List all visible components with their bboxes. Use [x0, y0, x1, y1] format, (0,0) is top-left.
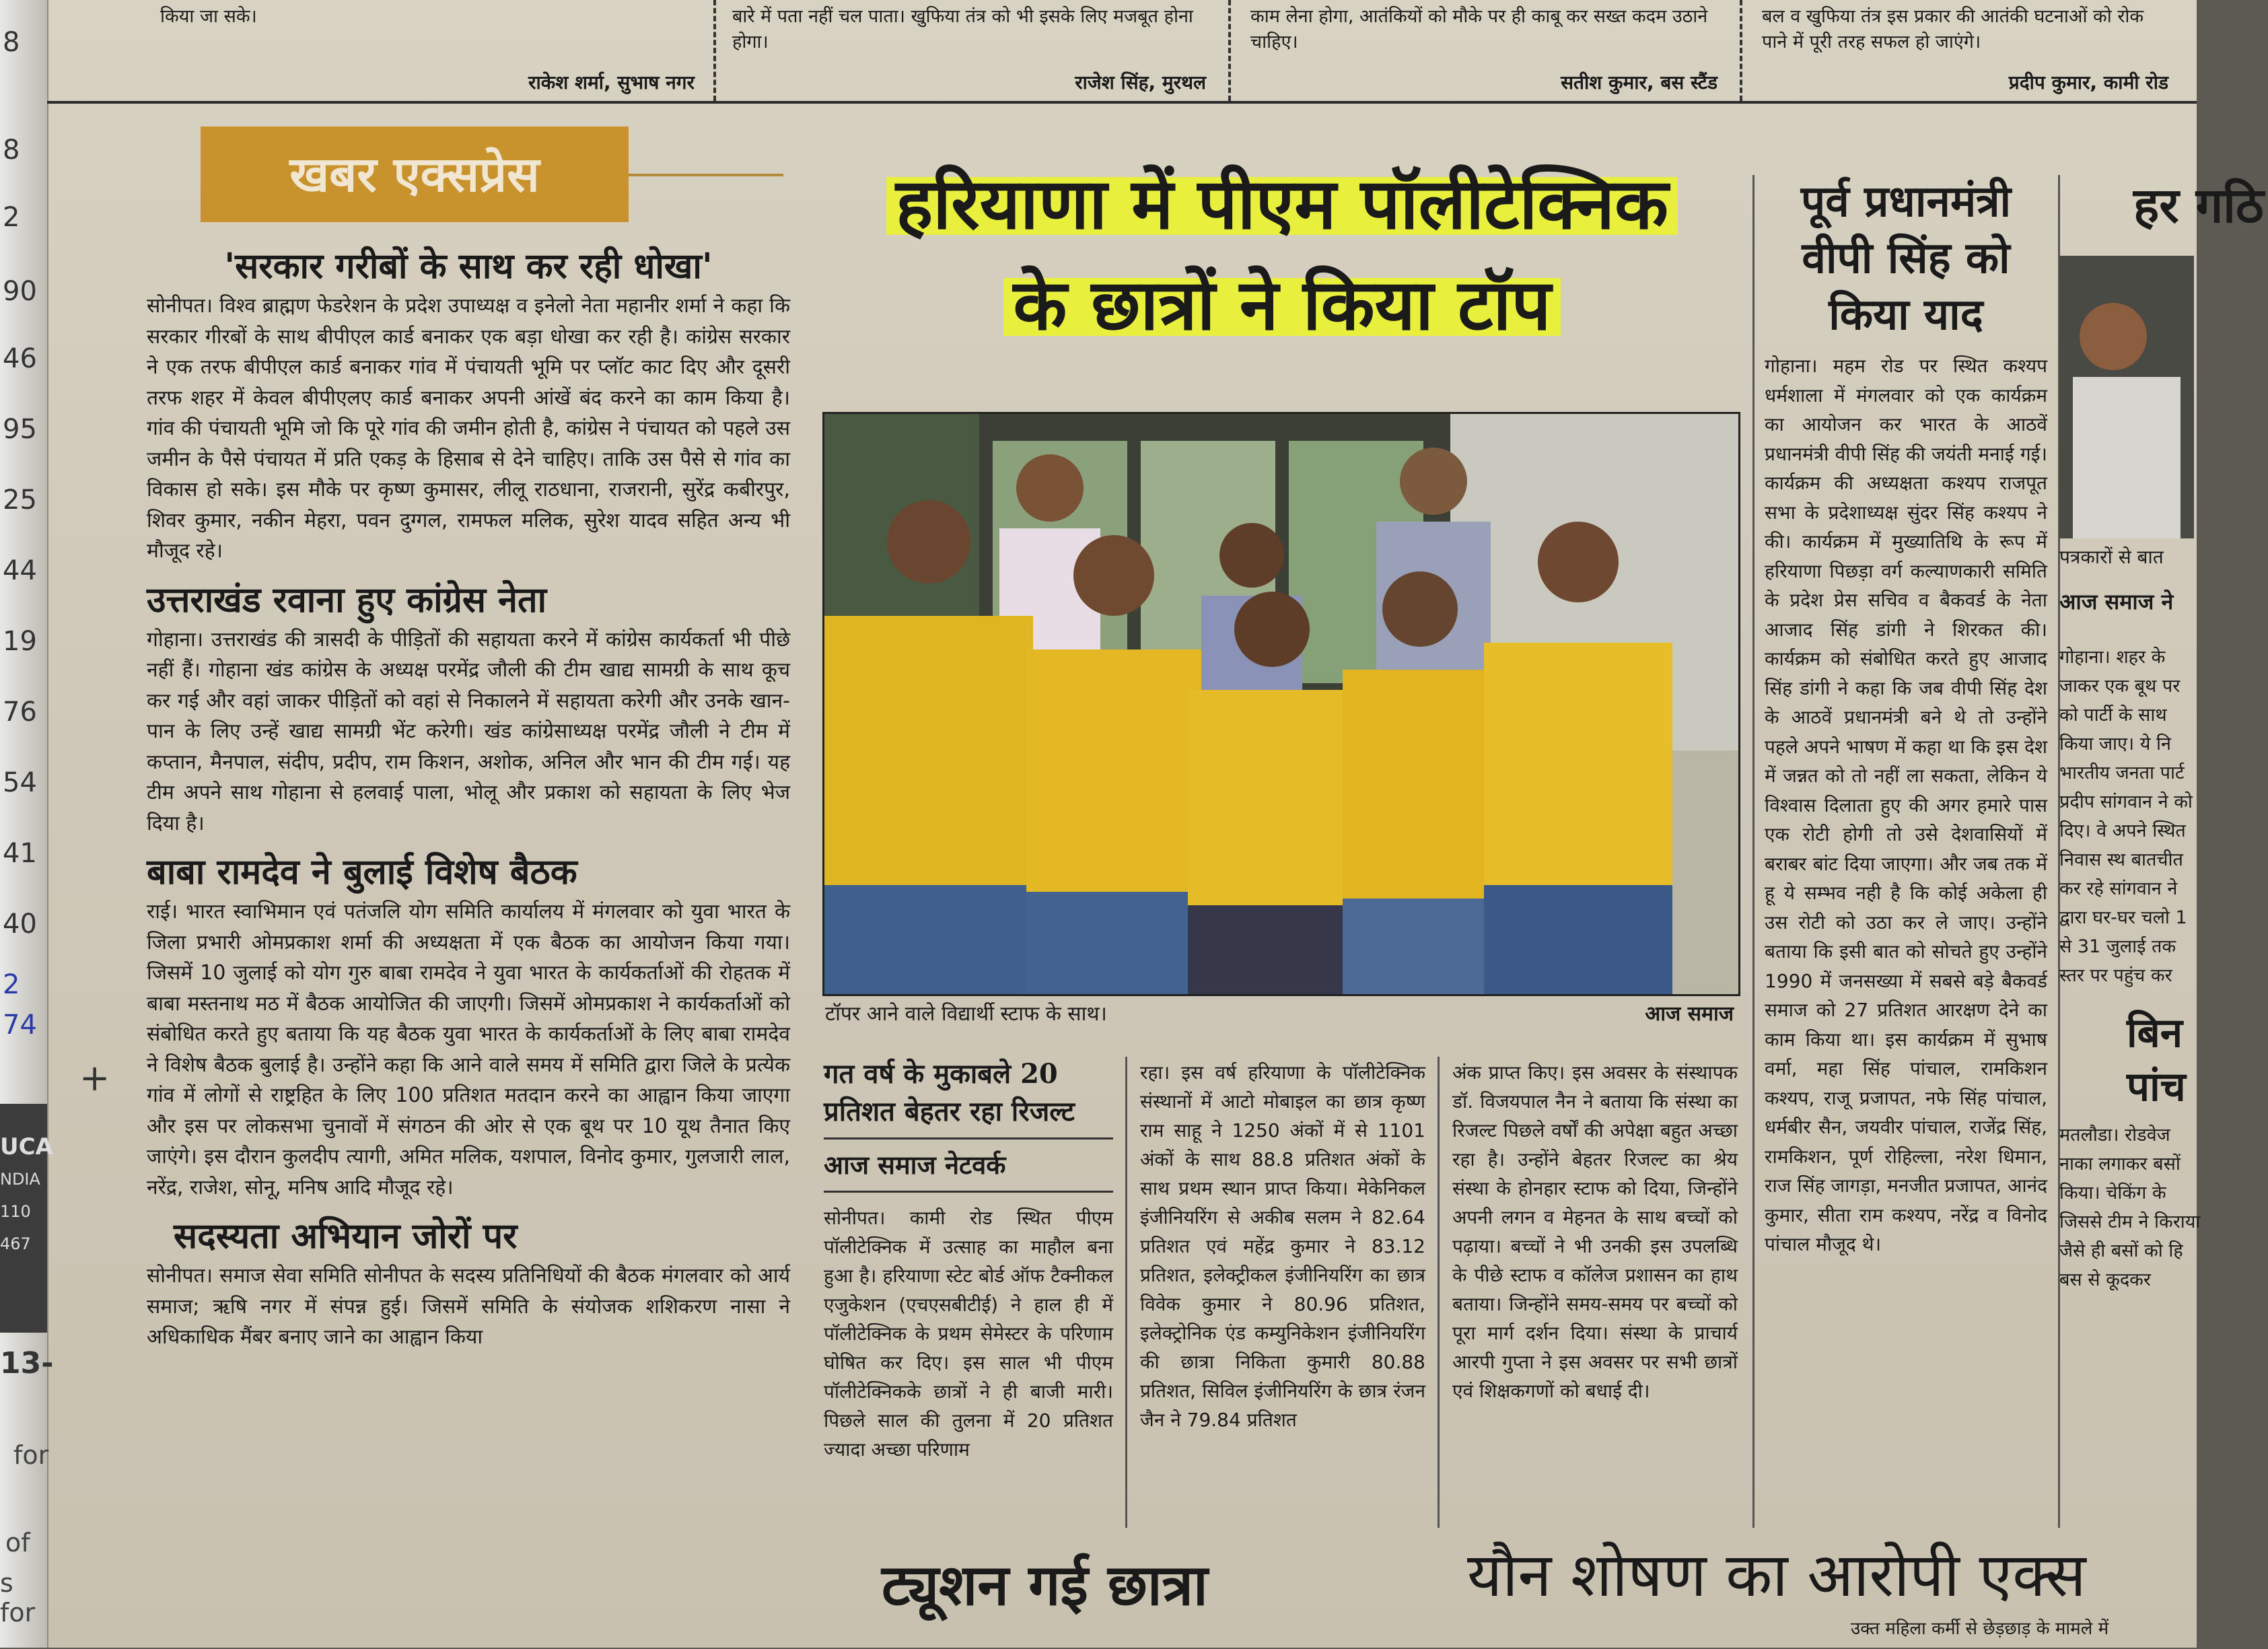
- edge-number: 90: [3, 276, 37, 307]
- person-photo: [2059, 256, 2194, 538]
- person-photo-illustration: [2059, 256, 2194, 538]
- edge-number: 19: [3, 626, 37, 657]
- edge-number: 95: [3, 414, 37, 445]
- story-subhead: गत वर्ष के मुकाबले 20 प्रतिशत बेहतर रहा रिजल्ट: [824, 1058, 1075, 1127]
- section-banner: खबर एक्सप्रेस: [201, 127, 629, 222]
- letter-text: किया जा सके।: [160, 6, 257, 27]
- edge-text: of: [5, 1528, 30, 1557]
- story-headline: सदस्यता अभियान जोरों पर: [174, 1216, 518, 1257]
- group-photo-illustration: [824, 414, 1738, 994]
- edge-number: 40: [3, 909, 37, 940]
- page-edge-strip: [0, 0, 54, 1648]
- story-headline: बिन पांच: [2127, 1010, 2186, 1111]
- story-headline: उत्तराखंड रवाना हुए कांग्रेस नेता: [147, 579, 547, 621]
- story-headline: पूर्व प्रधानमंत्री वीपी सिंह को किया याद: [1800, 176, 2012, 340]
- main-story-column-2: [1140, 1058, 1425, 1434]
- group-photo: [822, 412, 1740, 996]
- letter-signature: सतीश कुमार, बस स्टैंड: [1561, 71, 1717, 94]
- photo-caption: पत्रकारों से बात: [2059, 546, 2164, 568]
- headline-line: के छात्रों ने किया टॉप: [1003, 263, 1560, 346]
- story-body: अंक प्राप्त किए। इस अवसर के संस्थापक डॉ. विजयपाल नैन ने बताया कि संस्था का रिजल्ट पिछले वर्षों की अपेक्षा बहुत अच्छा रहा है। उन्होंने बेहतर रिजल्ट का श्रेय संस्था के होनहार स्टाफ को दिया, जिन्होंने अपनी लगन व मेहनत के साथ बच्चों को पढ़ाया। बच्चों ने भी उनकी इस उपलब्धि के पीछे स्टाफ व कॉलेज प्रशासन का हाथ बताया। जिन्होंने समय-समय पर बच्चों को पूरा मार्ग दर्शन दिया। संस्था के प्राचार्य आरपी गुप्ता ने इस अवसर पर सभी छात्रों एवं शिक्षकगणों को बधाई दी।: [1452, 1061, 1738, 1402]
- edge-tab-text: NDIA: [0, 1170, 40, 1189]
- letter-item: [1238, 0, 1730, 101]
- story-headline: बाबा रामदेव ने बुलाई विशेष बैठक: [147, 851, 577, 892]
- column-divider: [1740, 0, 1742, 101]
- side-story: [1765, 174, 2047, 1259]
- story-body: रहा। इस वर्ष हरियाणा के पॉलीटेक्निक संस्थानों में आटो मोबाइल का छात्र कृष्ण राम साहू ने 1250 अंकों में से 1101 अंकों के साथ 88.8 प्रतिशत अंकों के साथ प्रथम स्थान प्राप्त किया। मेकेनिकल इंजीनियरिंग से अकीब सलम ने 82.64 प्रतिशत एवं महेंद्र कुमार ने 83.12 प्रतिशत, इलेक्ट्रीकल इंजीनियरिंग का छात्र विवेक कुमार ने 80.96 प्रतिशत, इलेक्ट्रोनिक एंड कम्युनिकेशन इंजीनियरिंग की छात्रा निकिता कुमारी 80.88 प्रतिशत, सिविल इंजीनियरिंग के छात्र रंजन जैन ने 79.84 प्रतिशत: [1140, 1061, 1425, 1431]
- byline: आज समाज नेटवर्क: [824, 1150, 1006, 1180]
- edge-tab-text: 110: [0, 1202, 31, 1221]
- headline-line: हरियाणा में पीएम पॉलीटेक्निक: [886, 162, 1678, 245]
- main-story-column-3: [1452, 1058, 1738, 1405]
- column-divider: [713, 0, 716, 101]
- bottom-headline: यौन शोषण का आरोपी एक्स: [1467, 1540, 2086, 1611]
- edge-number: 46: [3, 343, 37, 374]
- main-headline: [794, 153, 1770, 355]
- letter-signature: राजेश सिंह, मुरथल: [1075, 71, 1206, 94]
- edge-tab: [0, 1104, 53, 1333]
- edge-number: 74: [3, 1010, 37, 1041]
- edge-tab-text: 13-: [0, 1346, 54, 1380]
- letter-item: [720, 0, 1218, 101]
- column-divider: [1228, 0, 1231, 101]
- bottom-headline: ट्यूशन गई छात्रा: [882, 1551, 1208, 1618]
- left-news-column: [147, 242, 790, 1353]
- column-divider: [1752, 175, 1755, 1528]
- edge-number: 76: [3, 697, 37, 728]
- story-body: राई। भारत स्वाभिमान एवं पतंजलि योग समिति कार्यालय में मंगलवार को युवा भारत के जिला प्रभारी ओमप्रकाश शर्मा की अध्यक्षता में एक बैठक का आयोजन किया गया। जिसमें 10 जुलाई को योग गुरु बाबा रामदेव ने युवा भारत के कार्यकर्ताओं की रोहतक में बाबा मस्तनाथ मठ में बैठक आयोजित की जाएगी। जिसमें ओमप्रकाश ने कार्यकर्ताओं को संबोधित करते हुए बताया कि यह बैठक युवा भारत के कार्यकर्ताओं के लिए बाबा रामदेव ने विशेष बैठक बुलाई है। उन्होंने कहा कि आने वाले समय में समिति द्वारा जिले के प्रत्येक गांव में लोगों से राष्ट्रहित के लिए 100 प्रतिशत मतदान करने का आह्वान किया जाएगा और इस पर लोकसभा चुनावों में संगठन की ओर से एक बूथ पर 10 यूथ तैनात किए जाएंगे। इस दौरान कुलदीप त्यागी, अमित मलिक, यशपाल, विनोद कुमार, गुलजारी लाल, नरेंद्र, राजेश, सोनू, मनिष आदि मौजूद रहे।: [147, 900, 790, 1199]
- registration-mark: +: [79, 1057, 110, 1099]
- rule: [824, 1191, 1113, 1193]
- story-body: गोहाना। महम रोड पर स्थित कश्यप धर्मशाला में मंगलवार को एक कार्यक्रम का आयोजन कर भारत के आठवें प्रधानमंत्री वीपी सिंह की जयंती मनाई गई। कार्यक्रम की अध्यक्षता कश्यप राजपूत सभा के प्रदेशाध्यक्ष सुंदर सिंह कश्यप ने की। कार्यक्रम में मुख्यातिथि के रूप में हरियाणा पिछड़ा वर्ग कल्याणकारी समिति के प्रदेश प्रेस सचिव व बैकवर्ड के नेता आजाद सिंह डांगी ने शिरकत की। कार्यक्रम को संबोधित करते हुए आजाद सिंह डांगी ने कहा कि जब वीपी सिंह देश के आठवें प्रधानमंत्री बने थे तो उन्होंने पहले अपने भाषण में कहा था कि इस देश में जन्नत को तो नहीं ला सकता, लेकिन ये विश्वास दिलाता हुए की अगर हमारे पास एक रोटी होगी तो उसे देशवासियों में बराबर बांट दिया जाएगा। और जब तक में हू ये सम्भव नही है कि कोई अकेला ही उस रोटी को उठा कर ले जाए। उन्होंने बताया कि इसी बात को सोचते हुए उन्होंने 1990 में जनसख्या में सबसे बड़े बैकवर्ड समाज को 27 प्रतिशत आरक्षण देने का काम किया था। इस कार्यक्रम में सुभाष वर्मा, महा सिंह पांचाल, रामकिशन कश्यप, राजू प्रजापत, नफे सिंह पांचाल, धर्मबीर सैन, जयवीर पांचाल, राजेंद्र सिंह, रामकिशन, पूर्ण रोहिल्ला, नरेश धिमान, राज सिंह जागड़ा, मनजीत प्रजापत, आनंद कुमार, सीता राम कश्यप, नरेंद्र व विनोद पांचाल मौजूद थे।: [1765, 355, 2047, 1255]
- photo-caption-row: [825, 999, 1734, 1026]
- edge-text: for: [13, 1440, 49, 1470]
- edge-number: 41: [3, 838, 37, 869]
- banner-rule: [629, 174, 783, 176]
- story-body: गोहाना। शहर के जाकर एक बूथ पर को पार्टी के साथ किया जाए। ये नि भारतीय जनता पार्ट प्रदीप सांगवान ने को दिए। वे अपने स्थित निवास स्थ बातचीत कर रहे सांगवान ने द्वारा घर-घर चलो 1 से 31 जुलाई तक स्तर पर पहुंच कर: [2059, 647, 2193, 986]
- edge-number: 44: [3, 555, 37, 586]
- edge-number: 8: [3, 135, 20, 166]
- letter-signature: राकेश शर्मा, सुभाष नगर: [528, 71, 695, 94]
- edge-number: 54: [3, 767, 37, 798]
- story-body: सोनीपत। कामी रोड स्थित पीएम पॉलीटेक्निक में उत्साह का माहौल बना हुआ है। हरियाणा स्टेट बोर्ड ऑफ टैक्नीकल एजुकेशन (एचएसबीटीई) ने हाल ही में पॉलीटेक्निक के प्रथम सेमेस्टर के परिणाम घोषित कर दिए। इस साल भी पीएम पॉलीटेक्निकके छात्रों ने ही बाजी मारी। पिछले साल की तुलना में 20 प्रतिशत ज्यादा अच्छा परिणाम: [824, 1207, 1113, 1461]
- photo-credit: आज समाज: [1645, 1002, 1734, 1026]
- column-divider: [1125, 1057, 1127, 1528]
- byline: आज समाज ने: [2059, 589, 2174, 615]
- story-headline: हर गठि: [2133, 176, 2264, 234]
- letter-text: बल व खुफिया तंत्र इस प्रकार की आतंकी घटनाओं को रोक पाने में पूरी तरह सफल हो जाएंगे।: [1762, 6, 2144, 52]
- letter-item: [148, 0, 707, 101]
- far-right-column: [2059, 168, 2264, 1649]
- letter-text: बारे में पता नहीं चल पाता। खुफिया तंत्र को भी इसके लिए मजबूत होना होगा।: [732, 6, 1193, 52]
- letter-item: [1750, 0, 2181, 101]
- letter-text: काम लेना होगा, आतंकियों को मौके पर ही काबू कर सख्त कदम उठाने चाहिए।: [1250, 6, 1708, 52]
- edge-number: 25: [3, 485, 37, 516]
- story-body: मतलौडा। रोडवेज नाका लगाकर बसों किया। चेकिंग के जिससे टीम ने किराया जैसे ही बसों को हि बस से कूदकर: [2059, 1125, 2201, 1290]
- story-headline: 'सरकार गरीबों के साथ कर रही धोखा': [224, 246, 713, 287]
- edge-tab-text: UCA: [0, 1133, 53, 1160]
- rule: [824, 1137, 1113, 1139]
- photo-caption: टॉपर आने वाले विद्यार्थी स्टाफ के साथ।: [825, 1002, 1107, 1026]
- edge-number: 2: [3, 969, 20, 1000]
- column-divider: [1438, 1057, 1440, 1528]
- edge-tab-text: 467: [0, 1234, 31, 1253]
- main-story-column-1: [824, 1055, 1113, 1464]
- letter-signature: प्रदीप कुमार, कामी रोड: [2008, 71, 2168, 94]
- edge-number: 2: [3, 202, 20, 233]
- story-body: गोहाना। उत्तराखंड की त्रासदी के पीड़ितों की सहायता करने में कांग्रेस कार्यकर्ता भी पीछे नहीं हैं। गोहाना खंड कांग्रेस के अध्यक्ष परमेंद्र जौली की टीम खाद्य सामग्री के साथ कूच कर गई और वहां जाकर पीड़ितों को वहां से निकालने में सहायता करेगी और उनके खान-पान के लिए उन्हें खाद्य सामग्री भेंट करेगी। खंड कांग्रेसाध्यक्ष परमेंद्र जौली ने टीम में कप्तान, मैनपाल, संदीप, प्रदीप, राम किशन, अशोक, अनिल और भान की टीम गई। यह टीम अपने साथ गोहाना से हलवाई पाला, भोलू और प्रकाश को सहायता के लिए भेज दिया है।: [147, 627, 790, 835]
- edge-number: 8: [3, 27, 20, 58]
- edge-text: s for: [0, 1568, 36, 1627]
- story-body: सोनीपत। समाज सेवा समिति सोनीपत के सदस्य प्रतिनिधियों की बैठक मंगलवार को आर्य समाज; ऋषि नगर में संपन्न हुई। जिसमें समिति के संयोजक शशिकरण नासा ने अधिकाधिक मैंबर बनाए जाने का आह्वान किया: [147, 1264, 790, 1349]
- story-body: सोनीपत। विश्व ब्राह्मण फेडरेशन के प्रदेश उपाध्यक्ष व इनेलो नेता महानीर शर्मा ने कहा कि सरकार गीरबों के साथ बीपीएल कार्ड बनाकर एक बड़ा धोखा कर रही है। कांग्रेस सरकार ने एक तरफ बीपीएल कार्ड बनाकर गांव में पंचायती भूमि पर प्लॉट काट दिए और दूसरी तरफ शहर में केवल बीपीएलए कार्ड बनाकर अपनी आंखें बंद करने का काम किया है। गांव की पंचायती भूमि जो कि पूरे गांव की जमीन होती है, कांग्रेस ने पंचायत को पहले उस जमीन के पैसे पंचायत में प्रति एकड़ के हिसाब से देने चाहिए। ताकि उस पैसे से गांव का विकास हो सके। इस मौके पर कृष्ण कुमासर, लीलू राठधाना, राजरानी, सुरेंद्र कबीरपुर, शिवर कुमार, नकीन मेहरा, पवन दुग्गल, रामफल मलिक, सुरेश यादव सहित अन्य भी मौजूद रहे।: [147, 294, 790, 563]
- bottom-subline: उक्त महिला कर्मी से छेड़छाड़ के मामले में: [1851, 1619, 2109, 1639]
- letters-band: [47, 0, 2197, 104]
